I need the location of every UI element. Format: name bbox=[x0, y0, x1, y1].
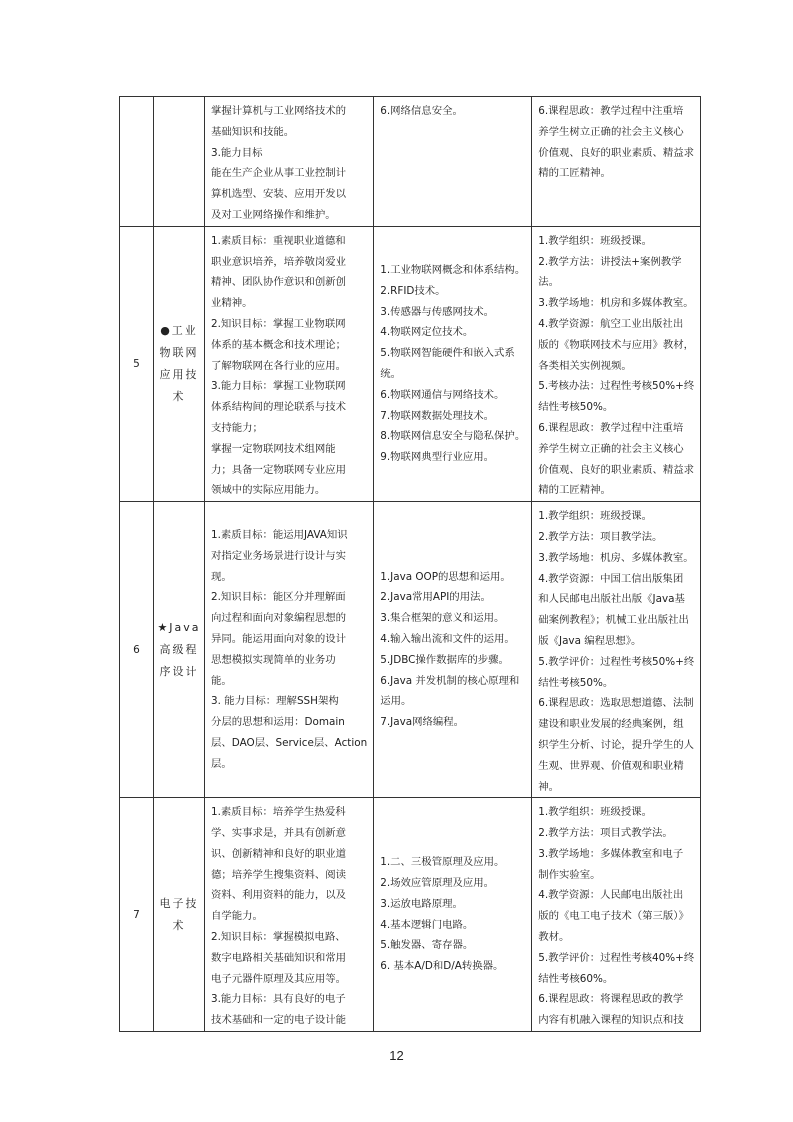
cell-line: 版的《物联网技术与应用》教材， bbox=[538, 338, 695, 351]
cell-line: 技术基础和一定的电子设计能 bbox=[211, 1014, 347, 1027]
course-number bbox=[120, 97, 154, 227]
cell-line: 1.教学组织：班级授课。 bbox=[538, 510, 653, 523]
course-requirements bbox=[532, 798, 701, 1032]
cell-line: 掌握计算机与工业网络技术的 bbox=[211, 105, 347, 117]
cell-line: 5.教学评价：过程性考核40%+终 bbox=[538, 951, 695, 964]
contents-lines bbox=[374, 260, 531, 468]
cell-line: 6.课程思政：将课程思政的教学 bbox=[538, 993, 684, 1006]
table-row bbox=[120, 226, 701, 501]
cell-line: 体系结构间的理论联系与技术 bbox=[211, 401, 347, 414]
cell-line: 4.物联网定位技术。 bbox=[380, 326, 474, 339]
cell-line: 6. 基本A/D和D/A转换器。 bbox=[380, 960, 504, 973]
cell-line: 4.教学资源：中国工信出版集团 bbox=[538, 572, 684, 585]
cell-line: 异同。能运用面向对象的设计 bbox=[211, 632, 347, 645]
cell-line: 分层的思想和运用：Domain bbox=[211, 716, 345, 729]
cell-line: 资料、利用资料的能力，以及 bbox=[211, 889, 347, 902]
cell-line: 力；具备一定物联网专业应用 bbox=[211, 463, 347, 476]
cell-line: 5.触发器、寄存器。 bbox=[380, 939, 474, 952]
requirements-lines bbox=[532, 798, 700, 1031]
goals-lines bbox=[205, 525, 373, 775]
cell-line: 精的工匠精神。 bbox=[538, 167, 611, 180]
cell-line: 神。 bbox=[538, 780, 559, 793]
goals-lines bbox=[205, 97, 373, 226]
cell-line: 1.素质目标：重视职业道德和 bbox=[211, 234, 346, 247]
course-goals bbox=[205, 502, 374, 798]
cell-line: 2.Java常用API的用法。 bbox=[380, 591, 491, 604]
cell-line: 层、DAO层、Service层、Action bbox=[211, 736, 368, 749]
course-requirements bbox=[532, 97, 701, 227]
cell-line: 和人民邮电出版社出版《Java基 bbox=[538, 593, 685, 606]
cell-line: 养学生树立正确的社会主义核心 bbox=[538, 442, 684, 455]
cell-line: 领域中的实际应用能力。 bbox=[211, 484, 326, 497]
course-name bbox=[154, 798, 205, 1032]
cell-line: 1.教学组织：班级授课。 bbox=[538, 234, 653, 247]
cell-line: 2.RFID技术。 bbox=[380, 284, 446, 297]
cell-line: 生观、世界观、价值观和职业精 bbox=[538, 759, 684, 772]
cell-line: 算机选型、安装、应用开发以 bbox=[211, 188, 347, 201]
cell-line: 1.工业物联网概念和体系结构。 bbox=[380, 263, 526, 276]
cell-line: 教材。 bbox=[538, 931, 570, 944]
cell-line: 法。 bbox=[538, 276, 559, 289]
requirements-lines bbox=[532, 97, 700, 184]
course-name bbox=[154, 97, 205, 227]
cell-line: 7.Java网络编程。 bbox=[380, 716, 465, 729]
cell-line: 1.Java OOP的思想和运用。 bbox=[380, 570, 511, 583]
cell-line: 思想模拟实现简单的业务功 bbox=[211, 653, 336, 666]
cell-line: 层。 bbox=[211, 757, 232, 770]
cell-line: 4.教学资源：航空工业出版社出 bbox=[538, 317, 684, 330]
cell-line: 业精神。 bbox=[211, 297, 253, 310]
cell-line: 3.教学场地：机房、多媒体教室。 bbox=[538, 551, 694, 564]
course-goals bbox=[205, 226, 374, 501]
cell-line: 数字电路相关基础知识和常用 bbox=[211, 951, 347, 964]
cell-line: 1.素质目标：能运用JAVA知识 bbox=[211, 528, 348, 541]
course-name bbox=[154, 226, 205, 501]
course-name-text: 电子技术 bbox=[159, 896, 199, 932]
requirements-lines bbox=[532, 502, 700, 797]
cell-line: 运用。 bbox=[380, 695, 412, 708]
cell-line: 对指定业务场景进行设计与实 bbox=[211, 549, 347, 562]
cell-line: 精的工匠精神。 bbox=[538, 484, 611, 497]
cell-line: 内容有机融入课程的知识点和技 bbox=[538, 1014, 684, 1027]
cell-line: 1.教学组织：班级授课。 bbox=[538, 806, 653, 819]
cell-line: 6.课程思政：选取思想道德、法制 bbox=[538, 697, 694, 710]
cell-line: 9.物联网典型行业应用。 bbox=[380, 451, 495, 464]
course-name-text: ★Java高级程序设计 bbox=[157, 620, 201, 678]
course-goals bbox=[205, 97, 374, 227]
cell-line: 5.考核办法：过程性考核50%+终 bbox=[538, 380, 695, 393]
contents-lines bbox=[374, 567, 531, 733]
cell-line: 4.输入输出流和文件的运用。 bbox=[380, 632, 515, 645]
table-row bbox=[120, 798, 701, 1032]
cell-line: 2.知识目标：掌握工业物联网 bbox=[211, 317, 346, 330]
course-contents bbox=[374, 798, 532, 1032]
cell-line: 价值观、良好的职业素质、精益求 bbox=[538, 146, 695, 159]
cell-line: 价值观、良好的职业素质、精益求 bbox=[538, 463, 695, 476]
course-number: 5 bbox=[120, 226, 154, 501]
cell-line: 2.场效应管原理及应用。 bbox=[380, 877, 495, 890]
cell-line: 统。 bbox=[380, 367, 401, 380]
cell-line: 结性考核60%。 bbox=[538, 972, 614, 985]
course-requirements bbox=[532, 502, 701, 798]
course-contents bbox=[374, 97, 532, 227]
course-contents bbox=[374, 226, 532, 501]
course-table bbox=[119, 96, 701, 1032]
cell-line: 1.二、三极管原理及应用。 bbox=[380, 856, 505, 869]
cell-line: 支持能力； bbox=[211, 421, 263, 434]
table-row bbox=[120, 97, 701, 227]
cell-line: 3.教学场地：机房和多媒体教室。 bbox=[538, 297, 694, 310]
cell-line: 5.物联网智能硬件和嵌入式系 bbox=[380, 347, 515, 360]
course-number: 6 bbox=[120, 502, 154, 798]
cell-line: 了解物联网在各行业的应用。 bbox=[211, 359, 347, 372]
cell-line: 2.教学方法：项目式教学法。 bbox=[538, 827, 673, 840]
cell-line: 职业意识培养，培养敬岗爱业 bbox=[211, 255, 347, 268]
cell-line: 基础知识和技能。 bbox=[211, 125, 295, 138]
cell-line: 识、创新精神和良好的职业道 bbox=[211, 847, 347, 860]
cell-line: 电子元器件原理及其应用等。 bbox=[211, 972, 347, 985]
cell-line: 2.教学方法：讲授法+案例教学 bbox=[538, 255, 682, 268]
cell-line: 6.课程思政：教学过程中注重培 bbox=[538, 105, 684, 117]
cell-line: 版《Java 编程思想》。 bbox=[538, 634, 642, 647]
requirements-lines bbox=[532, 227, 700, 501]
cell-line: 2.知识目标：掌握模拟电路、 bbox=[211, 931, 346, 944]
cell-line: 结性考核50%。 bbox=[538, 401, 614, 414]
cell-line: 3.能力目标 bbox=[211, 146, 263, 159]
cell-line: 及对工业网络操作和维护。 bbox=[211, 208, 336, 221]
cell-line: 6.物联网通信与网络技术。 bbox=[380, 388, 505, 401]
cell-line: 3.教学场地：多媒体教室和电子 bbox=[538, 847, 684, 860]
cell-line: 精神、团队协作意识和创新创 bbox=[211, 276, 347, 289]
goals-lines bbox=[205, 227, 373, 501]
cell-line: 版的《电工电子技术（第三版）》 bbox=[538, 910, 689, 923]
cell-line: 掌握一定物联网技术组网能 bbox=[211, 442, 336, 455]
page-number: 12 bbox=[389, 1048, 404, 1063]
cell-line: 织学生分析、讨论，提升学生的人 bbox=[538, 738, 695, 751]
cell-line: 1.素质目标：培养学生热爱科 bbox=[211, 806, 346, 819]
cell-line: 6.Java 并发机制的核心原理和 bbox=[380, 674, 520, 687]
cell-line: 3.能力目标：具有良好的电子 bbox=[211, 993, 346, 1006]
cell-line: 8.物联网信息安全与隐私保护。 bbox=[380, 430, 526, 443]
cell-line: 6.课程思政：教学过程中注重培 bbox=[538, 421, 684, 434]
cell-line: 建设和职业发展的经典案例，组 bbox=[538, 718, 684, 731]
cell-line: 3.集合框架的意义和运用。 bbox=[380, 612, 505, 625]
cell-line: 能。 bbox=[211, 674, 232, 687]
cell-line: 7.物联网数据处理技术。 bbox=[380, 409, 495, 422]
goals-lines bbox=[205, 798, 373, 1031]
cell-line: 3.能力目标：掌握工业物联网 bbox=[211, 380, 346, 393]
cell-line: 结性考核50%。 bbox=[538, 676, 614, 689]
course-number: 7 bbox=[120, 798, 154, 1032]
contents-lines bbox=[374, 97, 531, 122]
cell-line: 6.网络信息安全。 bbox=[380, 105, 463, 117]
cell-line: 5.JDBC操作数据库的步骤。 bbox=[380, 653, 509, 666]
cell-line: 现。 bbox=[211, 570, 232, 583]
cell-line: 体系的基本概念和技术理论； bbox=[211, 338, 347, 351]
cell-line: 3. 能力目标：理解SSH架构 bbox=[211, 695, 339, 708]
cell-line: 养学生树立正确的社会主义核心 bbox=[538, 125, 684, 138]
cell-line: 3.运放电路原理。 bbox=[380, 897, 463, 910]
cell-line: 3.传感器与传感网技术。 bbox=[380, 305, 495, 318]
cell-line: 5.教学评价：过程性考核50%+终 bbox=[538, 655, 695, 668]
cell-line: 础案例教程》；机械工业出版社出 bbox=[538, 614, 689, 627]
course-contents bbox=[374, 502, 532, 798]
cell-line: 学、实事求是，并具有创新意 bbox=[211, 827, 347, 840]
cell-line: 制作实验室。 bbox=[538, 868, 601, 881]
contents-lines bbox=[374, 852, 531, 977]
cell-line: 各类相关实例视频。 bbox=[538, 359, 632, 372]
cell-line: 4.教学资源：人民邮电出版社出 bbox=[538, 889, 684, 902]
course-name-text: ●工业物联网应用技术 bbox=[159, 323, 199, 403]
cell-line: 德；培养学生搜集资料、阅读 bbox=[211, 868, 347, 881]
cell-line: 能在生产企业从事工业控制计 bbox=[211, 167, 347, 180]
cell-line: 4.基本逻辑门电路。 bbox=[380, 918, 474, 931]
course-goals bbox=[205, 798, 374, 1032]
cell-line: 2.知识目标：能区分并理解面 bbox=[211, 591, 346, 604]
course-requirements bbox=[532, 226, 701, 501]
cell-line: 自学能力。 bbox=[211, 910, 263, 923]
cell-line: 2.教学方法：项目教学法。 bbox=[538, 530, 663, 543]
table-row bbox=[120, 502, 701, 798]
cell-line: 向过程和面向对象编程思想的 bbox=[211, 612, 347, 625]
course-name bbox=[154, 502, 205, 798]
